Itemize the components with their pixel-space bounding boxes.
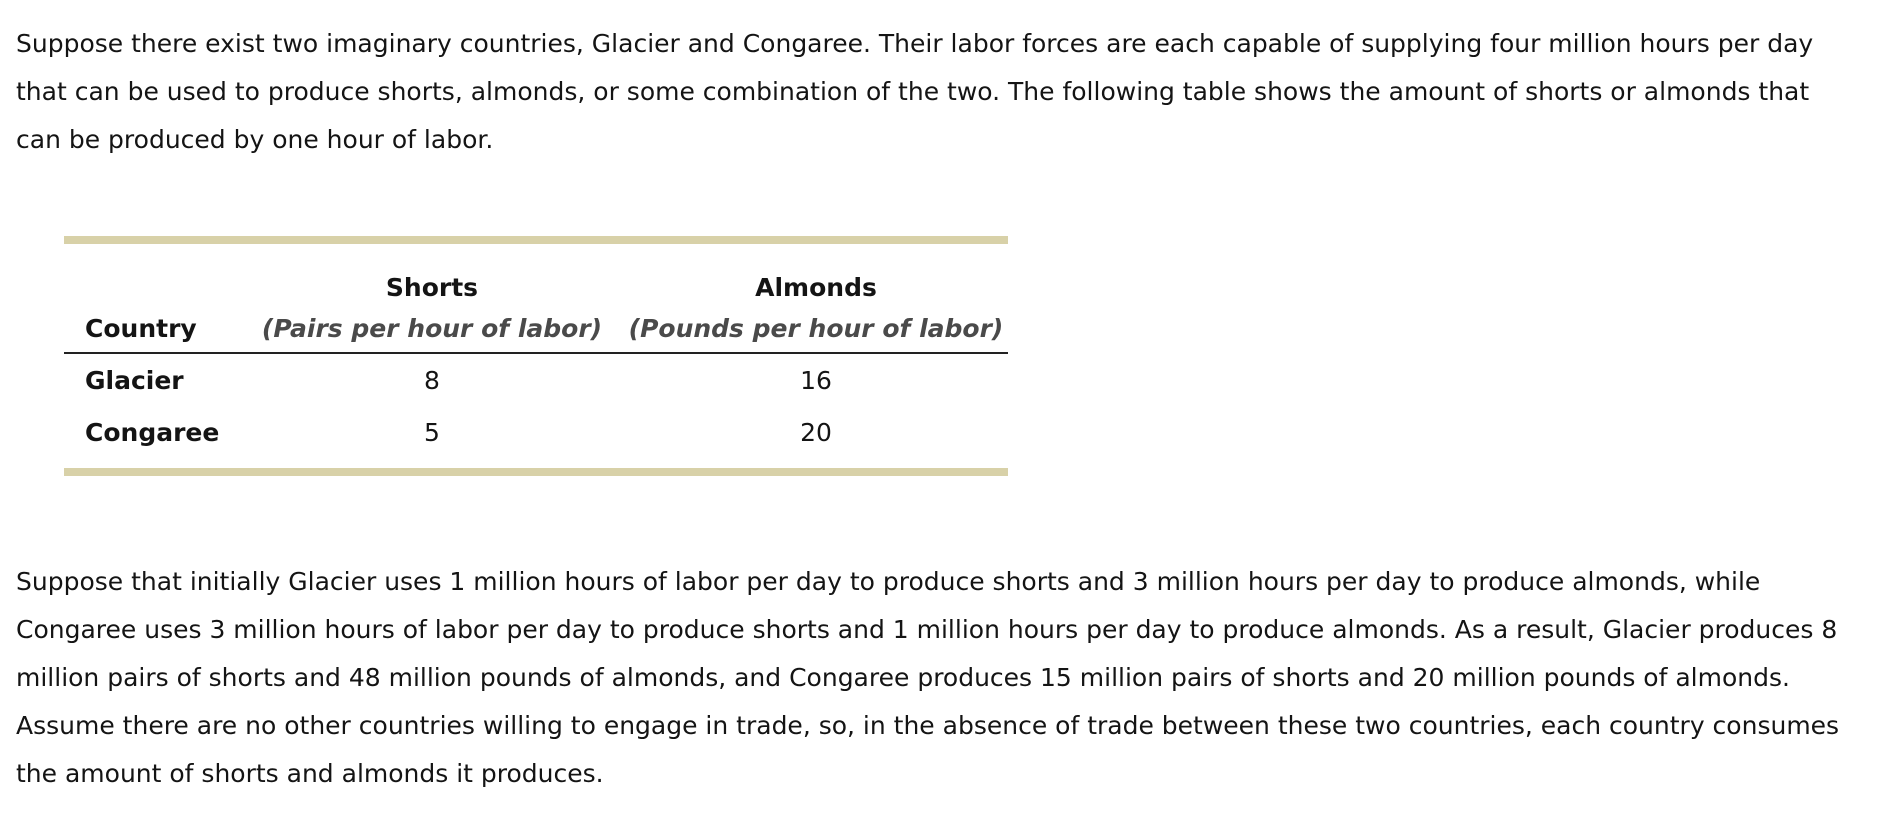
header-row-bottom <box>64 306 1008 353</box>
header-shorts-unit: (Pairs per hour of labor) <box>240 306 624 353</box>
cell-country: Glacier <box>85 365 184 395</box>
cell-country: Congaree <box>85 417 220 447</box>
table-row <box>64 353 1008 406</box>
table-row <box>64 406 1008 468</box>
cell-shorts: 5 <box>424 417 440 447</box>
table-top-rule <box>64 236 1008 244</box>
header-shorts: Shorts <box>385 273 479 302</box>
cell-shorts: 8 <box>424 365 440 395</box>
table <box>64 244 1008 468</box>
intro-paragraph: Suppose there exist two imaginary countries, Glacier and Congaree. Their labor forces are each capable of supplying four million hours per day that can be used to produce shorts, almonds, or some combination of the two. The following table shows the amount of shorts or almonds that can be produced by one hour of labor. <box>16 29 1814 154</box>
cell-almonds: 20 <box>800 417 832 447</box>
production-table <box>64 236 1008 476</box>
scenario-paragraph: Suppose that initially Glacier uses 1 million hours of labor per day to produce shorts and 3 million hours per day to produce almonds, while Congaree uses 3 million hours of labor per day to produce shorts and 1 million hours per day to produce almonds. As a result, Glacier produces 8 million pairs of shorts and 48 million pounds of almonds, and Congaree produces 15 million pairs of shorts and 20 million pounds of almonds. Assume there are no other countries willing to engage in trade, so, in the absence of trade between these two countries, each country consumes the amount of shorts and almonds it produces. <box>16 567 1840 788</box>
header-country: Country <box>64 306 240 353</box>
table-bottom-rule <box>64 468 1008 476</box>
header-almonds: Almonds <box>755 273 877 302</box>
header-almonds-unit: (Pounds per hour of labor) <box>624 306 1008 353</box>
header-row-top <box>64 244 1008 306</box>
header-blank <box>64 244 240 306</box>
cell-almonds: 16 <box>800 365 832 395</box>
